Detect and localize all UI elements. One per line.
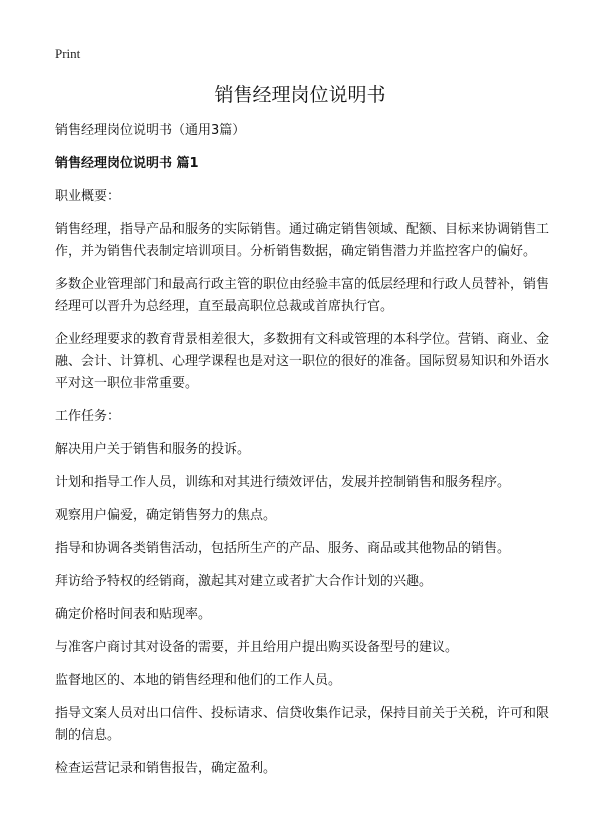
task-item: 指导和协调各类销售活动，包括所生产的产品、服务、商品或其他物品的销售。 <box>55 541 511 556</box>
paragraph: 企业经理要求的教育背景相差很大，多数拥有文科或管理的本科学位。营销、商业、金融、会计、计算机、心理学课程也是对这一职位的很好的准备。国际贸易知识和外语水平对这一职位非常重要。 <box>55 332 550 391</box>
task-item: 指导文案人员对出口信件、投标请求、信贷收集作记录，保持目前关于关税，许可和限制的信息。 <box>55 706 550 743</box>
task-item: 解决用户关于销售和服务的投诉。 <box>55 442 251 457</box>
task-item: 观察用户偏爱，确定销售努力的焦点。 <box>55 508 277 523</box>
section-heading: 销售经理岗位说明书 篇1 <box>55 156 199 171</box>
task-item: 检查运营记录和销售报告，确定盈利。 <box>55 761 277 776</box>
paragraph-tasks-label: 工作任务： <box>55 409 121 424</box>
document-body <box>55 120 555 791</box>
print-link[interactable]: Print <box>55 46 81 61</box>
document-subtitle: 销售经理岗位说明书（通用3篇） <box>55 123 246 138</box>
task-item: 与准客户商讨其对设备的需要，并且给用户提出购买设备型号的建议。 <box>55 640 459 655</box>
paragraph: 销售经理，指导产品和服务的实际销售。通过确定销售领域、配额、目标来协调销售工作，并为销售代表制定培训项目。分析销售数据，确定销售潜力并监控客户的偏好。 <box>55 222 550 259</box>
task-item: 监督地区的、本地的销售经理和他们的工作人员。 <box>55 673 342 688</box>
task-item: 计划和指导工作人员，训练和对其进行绩效评估，发展并控制销售和服务程序。 <box>55 475 511 490</box>
paragraph: 多数企业管理部门和最高行政主管的职位由经验丰富的低层经理和行政人员替补，销售经理可以晋升为总经理，直至最高职位总裁或首席执行官。 <box>55 277 550 314</box>
paragraph-overview-label: 职业概要： <box>55 189 121 204</box>
task-item: 确定价格时间表和贴现率。 <box>55 607 212 622</box>
page-title: 销售经理岗位说明书 <box>214 84 386 106</box>
task-item: 拜访给予特权的经销商，激起其对建立或者扩大合作计划的兴趣。 <box>55 574 433 589</box>
